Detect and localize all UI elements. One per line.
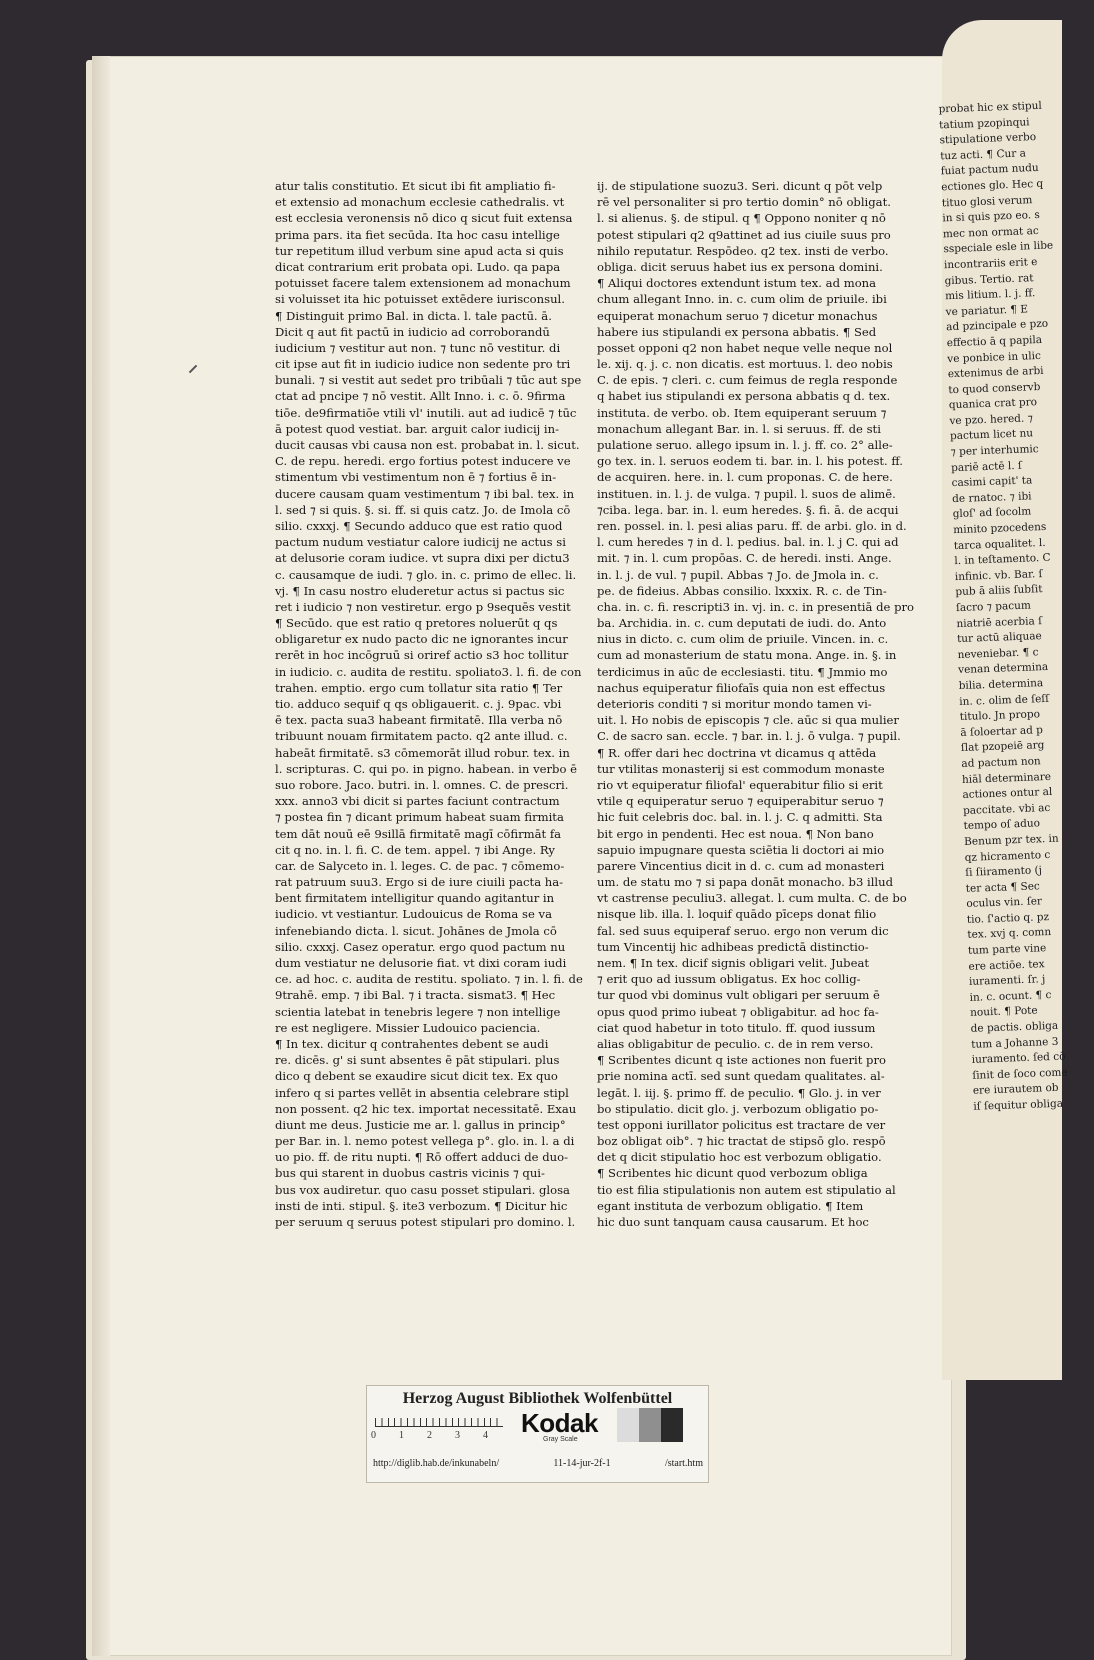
recto-text-line: gibus. Tertio. rat	[944, 271, 1034, 287]
text-line: egant instituta de verbozum obligatio. ¶ Item	[597, 1198, 864, 1213]
ruler-number: 2	[427, 1430, 432, 1441]
recto-text-line: to quod conservb	[948, 380, 1041, 396]
text-line: chum allegant Inno. in. c. cum olim de priuile. ibi	[597, 292, 887, 307]
recto-text-line: effectio ā q papila	[946, 333, 1043, 350]
color-scale-card	[366, 1385, 709, 1483]
recto-text-line: nouit. ¶ Pote	[969, 1004, 1038, 1020]
text-line: C. de sacro san. eccle. ⁊ bar. in. l. j. ō vulga. ⁊ pupil.	[597, 729, 901, 744]
recto-text-line: ⁊ per interhumic	[950, 443, 1039, 459]
recto-text-line: infinic. vb. Bar. ſ	[954, 567, 1043, 583]
recto-text-line: ā ſoloertar ad p	[960, 723, 1044, 739]
text-line: opus quod primo iubeat ⁊ obligabitur. ad hoc fa-	[597, 1004, 879, 1019]
recto-text-line: tur actū aliquae	[956, 630, 1042, 646]
text-line: ce. ad hoc. c. audita de restitu. spoliato. ⁊ in. l. fi. de	[275, 972, 583, 987]
text-line: ba. Archidia. in. c. cum deputati de iudi. do. Anto	[597, 616, 887, 631]
text-line: potest stipulari q2 q9attinet ad ius ciuile suus pro	[597, 227, 891, 242]
gray-swatch-mid	[639, 1408, 661, 1442]
text-line: uit. l. Ho nobis de episcopis ⁊ cle. aūc si qua mulier	[597, 713, 899, 728]
recto-text-line: ve ponbice in ulic	[947, 349, 1042, 365]
recto-text-line: neveniebar. ¶ c	[957, 646, 1039, 661]
recto-text-line: casimi capit' ta	[951, 474, 1033, 490]
text-line: suo robore. Jaco. butri. in. l. omnes. C. de prescri.	[275, 777, 569, 792]
recto-text-line: iuramenti. ſr. j	[968, 973, 1046, 989]
text-line: cit q no. in. l. fi. C. de tem. appel. ⁊ ibi Ange. Ry	[275, 842, 555, 857]
text-line: non possent. q2 hic tex. importat necessitatē. Exau	[275, 1101, 577, 1116]
measurement-ruler	[375, 1412, 503, 1427]
text-line: cha. in. c. fi. rescripti3 in. vj. in. c. in presentiā de pro	[597, 599, 915, 614]
recto-text-line: tuz acti. ¶ Cur a	[940, 147, 1027, 163]
text-line: at delusorie coram iudice. vt supra dixi per dictu3	[275, 551, 570, 566]
text-line: l. scripturas. C. qui po. in pigno. habean. in verbo ē	[275, 761, 577, 776]
text-line: dicat contrarium erit probata opi. Ludo. qa papa	[275, 259, 561, 274]
shelfmark: 11-14-jur-2f-1	[553, 1458, 611, 1469]
text-column-right	[597, 178, 915, 1230]
text-line: alias obligabitur de peculio. c. de in rem verso.	[597, 1036, 874, 1051]
recto-text-line: ectiones glo. Hec q	[941, 177, 1044, 194]
recto-text-line: ad pactum non	[961, 755, 1041, 770]
text-line: prima pars. ita fiet secūda. Ita hoc casu intellige	[275, 227, 560, 242]
gray-scale-label: Gray Scale	[543, 1436, 578, 1443]
text-line: legāt. l. iij. §. primo ff. de peculio. ¶ Glo. j. in ver	[597, 1085, 881, 1100]
recto-text-line: ſi ſiiramento (j	[965, 864, 1043, 880]
text-line: uo pio. ff. de ritu nupti. ¶ Rō offert adduci de duo-	[275, 1150, 569, 1165]
recto-text-line: extenimus de arbi	[947, 364, 1044, 381]
text-line: est ecclesia veronensis nō dico q sicut fuit extensa	[275, 211, 573, 226]
text-line: nius in dicto. c. cum olim de priuile. Vincen. in. c.	[597, 632, 889, 647]
recto-text-line: ve pzo. hered. ⁊	[949, 412, 1034, 428]
text-line: scientia latebat in tenebris legere ⁊ non intellige	[275, 1004, 561, 1019]
text-line: tem dāt nouū eē 9sillā firmitatē magī cōfirmāt fa	[275, 826, 562, 841]
text-line: cit ipse aut fit in iudicio iudice non sedente pro tri	[275, 357, 571, 372]
recto-text-line: mec non ormat ac	[942, 224, 1039, 241]
recto-text-line: iuramento. ſed cō	[971, 1050, 1066, 1067]
recto-text-line: actiones ontur al	[962, 785, 1053, 802]
recto-text-line: ter acta ¶ Sec	[965, 880, 1041, 895]
recto-text-line: quanica crat pro	[948, 396, 1038, 412]
recto-text-line: tituo glosi verum	[941, 193, 1033, 209]
text-line: ctat ad pncipe ⁊ nō vestit. Allt Inno. i. c. ō. 9firma	[275, 389, 566, 404]
text-line: tur quod vbi dominus vult obligari per seruum ē	[597, 988, 880, 1003]
library-name: Herzog August Bibliothek Wolfenbüttel	[402, 1390, 673, 1407]
text-line: mit. ⁊ in. l. cum propōas. C. de heredi. insti. Ange.	[597, 551, 892, 566]
recto-text-line: tex. xvj q. comn	[967, 926, 1052, 942]
text-line: ret i iudicio ⁊ non vestiretur. ergo p 9sequēs vestit	[275, 599, 571, 614]
recto-text-line: qz hicramento c	[964, 848, 1051, 864]
text-line: habeāt firmitatē. s3 cōmemorāt illud robur. tex. in	[275, 745, 570, 760]
text-line: terdicimus in aūc de ecclesiasti. titu. ¶ Jmmio mo	[597, 664, 888, 679]
text-line: per Bar. in. l. nemo potest vellega p°. glo. in. l. a di	[275, 1134, 575, 1149]
recto-text-fragments	[938, 98, 1093, 1115]
gray-swatch-light	[617, 1408, 639, 1442]
recto-text-line: ſlat pzopeiē arg	[960, 739, 1045, 755]
text-line: obligaretur ex nudo pacto dic ne ignorantes incur	[275, 632, 568, 647]
text-line: ⁊ erit quo ad iussum obligatus. Ex hoc collig-	[597, 972, 861, 987]
text-line: ciat quod habetur in toto titulo. ff. quod iussum	[597, 1020, 876, 1035]
text-line: ¶ In tex. dicitur q contrahentes debent se audi	[275, 1036, 549, 1051]
text-line: obliga. dicit seruus habet ius ex persona domini.	[597, 259, 883, 274]
recto-text-line: tum a Johanne 3	[971, 1035, 1059, 1051]
recto-text-line: Benum pzr tex. in	[963, 832, 1059, 848]
text-line: bus qui starent in duobus castris vicinis ⁊ qui-	[275, 1166, 545, 1181]
text-line: infero q si partes vellēt in absentia celebrare stipl	[275, 1085, 569, 1100]
text-line: diunt me deus. Justicie me ar. l. gallus in princip°	[275, 1117, 566, 1132]
text-line: pulatione seruo. allego ipsum in. l. j. ff. co. 2° alle-	[597, 438, 893, 452]
text-line: si voluisset ita hic potuisset extēdere iurisconsul.	[275, 292, 565, 307]
recto-text-line: oculus vin. ſer	[966, 895, 1043, 911]
text-line: C. de repu. heredi. ergo fortius potest inducere ve	[275, 454, 571, 469]
text-line: infenebiando dicta. l. sicut. Johānes de Jmola cō	[275, 923, 557, 938]
recto-text-line: ad pzincipale e pzo	[946, 318, 1049, 334]
recto-text-line: ere actiōe. tex	[968, 957, 1045, 973]
recto-text-line: tarca oqualitet. l.	[953, 536, 1046, 552]
text-line: car. de Salyceto in. l. leges. C. de pac. ⁊ cōmemo-	[275, 858, 565, 873]
text-line: re est negligere. Missier Ludouico paciencia.	[275, 1020, 541, 1035]
text-line: iudicio. vt vestiantur. Ludouicus de Roma se va	[275, 907, 552, 922]
recto-text-line: in. c. ocunt. ¶ c	[969, 988, 1052, 1004]
recto-text-line: in. c. olim de ſeſſ	[959, 692, 1050, 708]
text-line: um. de statu mo ⁊ si papa donāt monacho. b3 illud	[597, 875, 894, 890]
text-line: et extensio ad monachum ecclesie cathedralis. vt	[275, 195, 565, 210]
text-line: parere Vincentius dicit in d. c. cum ad monasteri	[597, 858, 885, 873]
text-line: potuisset facere talem extensionem ad monachum	[275, 276, 571, 291]
text-line: tur repetitum illud verbum sine apud acta si quis	[275, 243, 564, 258]
text-line: vt castrense peculiu3. allegat. l. cum multa. C. de bo	[597, 891, 907, 906]
text-line: l. si alienus. §. de stipul. q ¶ Oppono noniter q nō	[597, 211, 886, 226]
text-line: re. dicēs. g' si sunt absentes ē pāt stipulari. plus	[275, 1053, 560, 1068]
recto-text-line: de rnatoc. ⁊ ibi	[951, 490, 1032, 506]
text-line: l. sed ⁊ si quis. §. si. ff. si quis catz. Jo. de Imola cō	[275, 502, 571, 517]
ruler-number: 1	[399, 1430, 404, 1441]
recto-text-line: ſinit de ſoco come	[972, 1066, 1068, 1082]
text-line: pactum nudum vestiatur calore iudicij ne actus si	[275, 535, 566, 550]
text-line: tur vtilitas monasterij si est commodum monaste	[597, 761, 885, 776]
text-column-left	[275, 178, 583, 1230]
recto-text-line: incontrariis erit e	[943, 255, 1038, 272]
text-line: prie nomina actī. sed sunt quedam qualitates. al-	[597, 1069, 885, 1084]
start-link: /start.htm	[664, 1458, 703, 1469]
text-line: rat patruum suu3. Ergo si de iure ciuili pacta ha-	[275, 875, 564, 890]
text-line: ¶ Scribentes dicunt q iste actiones non fuerit pro	[597, 1053, 886, 1068]
text-line: det q dicit stipulatio hoc est verbozum obligatio.	[597, 1150, 882, 1165]
recto-text-line: stipulatione verbo	[939, 131, 1037, 147]
text-line: 9trahē. emp. ⁊ ibi Bal. ⁊ i tracta. sismat3. ¶ Hec	[275, 988, 556, 1003]
text-line: Dicit q aut fit pactū in iudicio ad corroborandū	[275, 324, 550, 339]
text-line: ¶ Aliqui doctores extendunt istum tex. ad mona	[597, 276, 877, 291]
text-line: silio. cxxxj. Casez operatur. ergo quod pactum nu	[275, 939, 566, 954]
recto-text-line: pactum licet nu	[949, 427, 1034, 443]
text-line: dico q debent se exaudire sicut dicit tex. Ex quo	[275, 1069, 558, 1084]
recto-text-line: bilia. determina	[958, 677, 1044, 693]
text-line: rerēt in hoc incōgruū si oriref actio s3 hoc tollitur	[275, 648, 569, 663]
recto-text-line: minito pzocedens	[953, 520, 1047, 537]
text-line: in iudicio. c. audita de restitu. spoliato3. l. fi. de con	[275, 664, 582, 679]
text-line: vj. ¶ In casu nostro eluderetur actus si pactus sic	[275, 583, 565, 598]
recto-text-line: tatium pzopinqui	[938, 115, 1030, 131]
text-line: boz obligat oib°. ⁊ hic tractat de stipsō glo. respō	[597, 1134, 886, 1149]
recto-text-line: probat hic ex stipul	[938, 99, 1042, 116]
text-line: tiōe. de9firmatiōe vtili vl' inutili. aut ad iudicē ⁊ tūc	[275, 405, 577, 420]
text-line: bit ergo in pendenti. Hec est noua. ¶ Non bano	[597, 826, 874, 841]
recto-text-line: tio. ſ'actio q. pz	[966, 910, 1050, 926]
text-line: tio. adduco sequif q qs obligauerit. c. j. 9pac. vbi	[275, 697, 562, 711]
ruler-number: 4	[483, 1430, 488, 1441]
text-line: tum Vincentij hic adhibeas predictā distinctio-	[597, 939, 869, 954]
text-line: ⁊ postea fin ⁊ dicant primum habeat suam firmita	[275, 810, 564, 825]
recto-text-line: ve pariatur. ¶ E	[945, 303, 1029, 318]
source-url: http://diglib.hab.de/inkunabeln/	[373, 1458, 500, 1469]
text-line: bent firmitatem intelligitur quando agitantur in	[275, 891, 555, 906]
text-line: test opponi iurillator policitus est tractare de ver	[597, 1117, 886, 1132]
text-line: q habet ius stipulandi ex persona abbatis q d. tex.	[597, 389, 891, 404]
recto-text-line: de pactis. obliga	[970, 1019, 1059, 1035]
text-line: hic fuit celebris doc. bal. in. l. j. C. q admitti. Sta	[597, 810, 883, 825]
recto-text-line: niatriē acerbia ſ	[956, 614, 1043, 630]
text-line: fal. sed suus equiperaf seruo. ergo non verum dic	[597, 923, 889, 938]
recto-text-line: pariē actē l. ſ	[950, 459, 1023, 474]
text-line: in. l. j. de vul. ⁊ pupil. Abbas ⁊ Jo. de Jmola in. c.	[597, 567, 879, 582]
text-line: ducit causas vbi causa non est. probabat in. l. sicut.	[275, 438, 580, 452]
text-line: ¶ Secūdo. que est ratio q pretores noluerūt q qs	[275, 616, 558, 631]
text-line: pe. de fideius. Abbas consilio. lxxxix. R. c. de Tin-	[597, 583, 887, 598]
text-line: per seruum q seruus potest stipulari pro domino. l.	[275, 1215, 576, 1229]
text-line: bus vox audiretur. quo casu posset stipulari. glosa	[275, 1182, 570, 1197]
recto-text-line: pub ā aliis ſubſit	[955, 583, 1043, 599]
ruler-number: 3	[455, 1430, 460, 1441]
text-line: ē tex. pacta sua3 habeant firmitatē. Illa verba nō	[275, 713, 563, 728]
text-line: nisque lib. illa. l. loquif quādo pīceps donat filio	[597, 907, 877, 922]
text-line: le. xij. q. j. c. non dicatis. est mortuus. l. deo nobis	[597, 357, 893, 372]
text-line: sapuio impugnare questa sciētia li doctori ai mio	[597, 842, 885, 857]
text-line: tio est filia stipulationis non autem est stipulatio al	[597, 1182, 896, 1197]
text-line: iudicium ⁊ vestitur aut non. ⁊ tunc nō vestitur. di	[275, 340, 561, 355]
recto-text-line: gloſ' ad ſocolm	[952, 505, 1032, 521]
text-line: rio vt equiperatur filiofal' equerabitur filio si erit	[597, 777, 883, 792]
text-line: c. causamque de iudi. ⁊ glo. in. c. primo de ellec. li.	[275, 567, 577, 582]
gray-swatch-dark	[661, 1408, 683, 1442]
ruler-number: 0	[371, 1430, 376, 1441]
recto-text-line: iſ ſequitur obliga	[973, 1097, 1064, 1113]
text-line: ¶ R. offer dari hec doctrina vt dicamus q attēda	[597, 745, 877, 760]
text-line: go tex. in. l. seruos eodem ti. bar. in. l. his potest. ff.	[597, 454, 903, 469]
text-line: silio. cxxxj. ¶ Secundo adduco que est ratio quod	[275, 518, 563, 533]
recto-text-line: mis litium. l. j. ff.	[944, 287, 1036, 303]
text-line: dum vestiatur ne delusorie fiat. vt dixi coram iudi	[275, 956, 567, 970]
book-page-recto-edge	[938, 20, 1068, 1380]
text-line: C. de epis. ⁊ cleri. c. cum feimus de regla responde	[597, 373, 898, 388]
text-line: l. cum heredes ⁊ in d. l. pedius. bal. in. l. j C. qui ad	[597, 535, 899, 550]
text-line: ā potest quod vestiat. bar. arguit calor iudicij in-	[275, 421, 560, 436]
recto-text-line: paccitate. vbi ac	[962, 801, 1051, 817]
text-line: trahen. emptio. ergo cum tollatur sita ratio ¶ Ter	[275, 680, 563, 695]
text-line: monachum allegant Bar. in. l. si seruus. ff. de sti	[597, 421, 881, 436]
recto-text-line: in si quis pzo eo. s	[942, 209, 1041, 225]
text-line: ¶ Distinguit primo Bal. in dicta. l. tale pactū. ā.	[275, 308, 552, 323]
recto-text-line: ſacro ⁊ pacum	[955, 599, 1032, 615]
text-line: bunali. ⁊ si vestit aut sedet pro tribūali ⁊ tūc aut spe	[275, 373, 582, 388]
text-line: instituen. in. l. j. de vulga. ⁊ pupil. l. suos de alimē.	[597, 486, 896, 501]
text-line: equiperat monachum seruo ⁊ dicetur monachus	[597, 308, 878, 323]
text-line: atur talis constitutio. Et sicut ibi fit ampliatio fi-	[275, 179, 556, 193]
text-line: deterioris conditi ⁊ si moritur mondo tamen vi-	[597, 697, 872, 711]
text-line: nachus equiperatur filiofaīs quia non est effectus	[597, 680, 886, 695]
recto-text-line: hiāl determinare	[961, 770, 1052, 786]
text-line: de acquiren. here. in. l. cum proponas. C. de here.	[597, 470, 893, 485]
recto-text-line: sspeciale esle in libe	[943, 239, 1054, 256]
ruler-numbers	[371, 1430, 511, 1441]
recto-text-line: ere iurautem ob	[972, 1082, 1059, 1098]
recto-text-line: tum parte vine	[967, 942, 1047, 957]
text-line: hic duo sunt tanquam causa causarum. Et hoc	[597, 1215, 869, 1229]
text-line: rē vel personaliter si pro tertio domin° nō obligat.	[597, 195, 891, 210]
text-line: tribuunt nouam firmitatem pacto. q2 ante illud. c.	[275, 729, 568, 744]
text-line: ¶ Scribentes hic dicunt quod verbozum obliga	[597, 1166, 868, 1181]
text-line: ducere causam quam vestimentum ⁊ ibi bal. tex. in	[275, 486, 575, 501]
text-line: ⁊ciba. lega. bar. in. l. eum heredes. §. fi. ā. de acqui	[597, 502, 899, 517]
text-line: bo stipulatio. dicit glo. j. verbozum obligatio po-	[597, 1101, 879, 1116]
recto-text-line: tempo oſ aduo	[963, 817, 1041, 833]
text-line: instituta. de verbo. ob. Item equiperant seruum ⁊	[597, 405, 887, 420]
recto-text-line: fuiat pactum nudu	[940, 162, 1039, 178]
text-line: posset opponi q2 non habet neque velle neque nol	[597, 340, 893, 355]
text-line: cum ad monasterium de statu mona. Ange. in. §. in	[597, 648, 897, 663]
kodak-logo: Kodak	[521, 1408, 598, 1438]
text-line: ren. possel. in. l. pesi alias paru. ff. de arbi. glo. in d.	[597, 518, 907, 533]
recto-text-line: venan determina	[957, 661, 1049, 677]
text-line: stimentum vbi vestimentum non ē ⁊ fortius ē in-	[275, 470, 557, 485]
text-line: ij. de stipulatione suozu3. Seri. dicunt q pōt velp	[597, 179, 883, 193]
recto-text-line: l. in teſtamento. C	[954, 551, 1051, 568]
recto-text-line: titulo. Jn propo	[959, 708, 1041, 724]
card-footer	[373, 1458, 703, 1469]
text-line: insti de inti. stipul. §. ite3 verbozum. ¶ Dicitur hic	[275, 1198, 568, 1213]
text-line: nem. ¶ In tex. dicif signis obligari velit. Jubeat	[597, 956, 870, 970]
text-line: xxx. anno3 vbi dicit si partes faciunt contractum	[275, 794, 560, 809]
text-line: habere ius stipulandi ex persona abbatis. ¶ Sed	[597, 324, 877, 339]
text-line: vtile q equiperatur seruo ⁊ equiperabitur seruo ⁊	[597, 794, 884, 809]
page-gutter-shadow	[92, 56, 110, 1656]
text-line: nihilo reputatur. Respōdeo. q2 tex. insti de verbo.	[597, 243, 889, 258]
